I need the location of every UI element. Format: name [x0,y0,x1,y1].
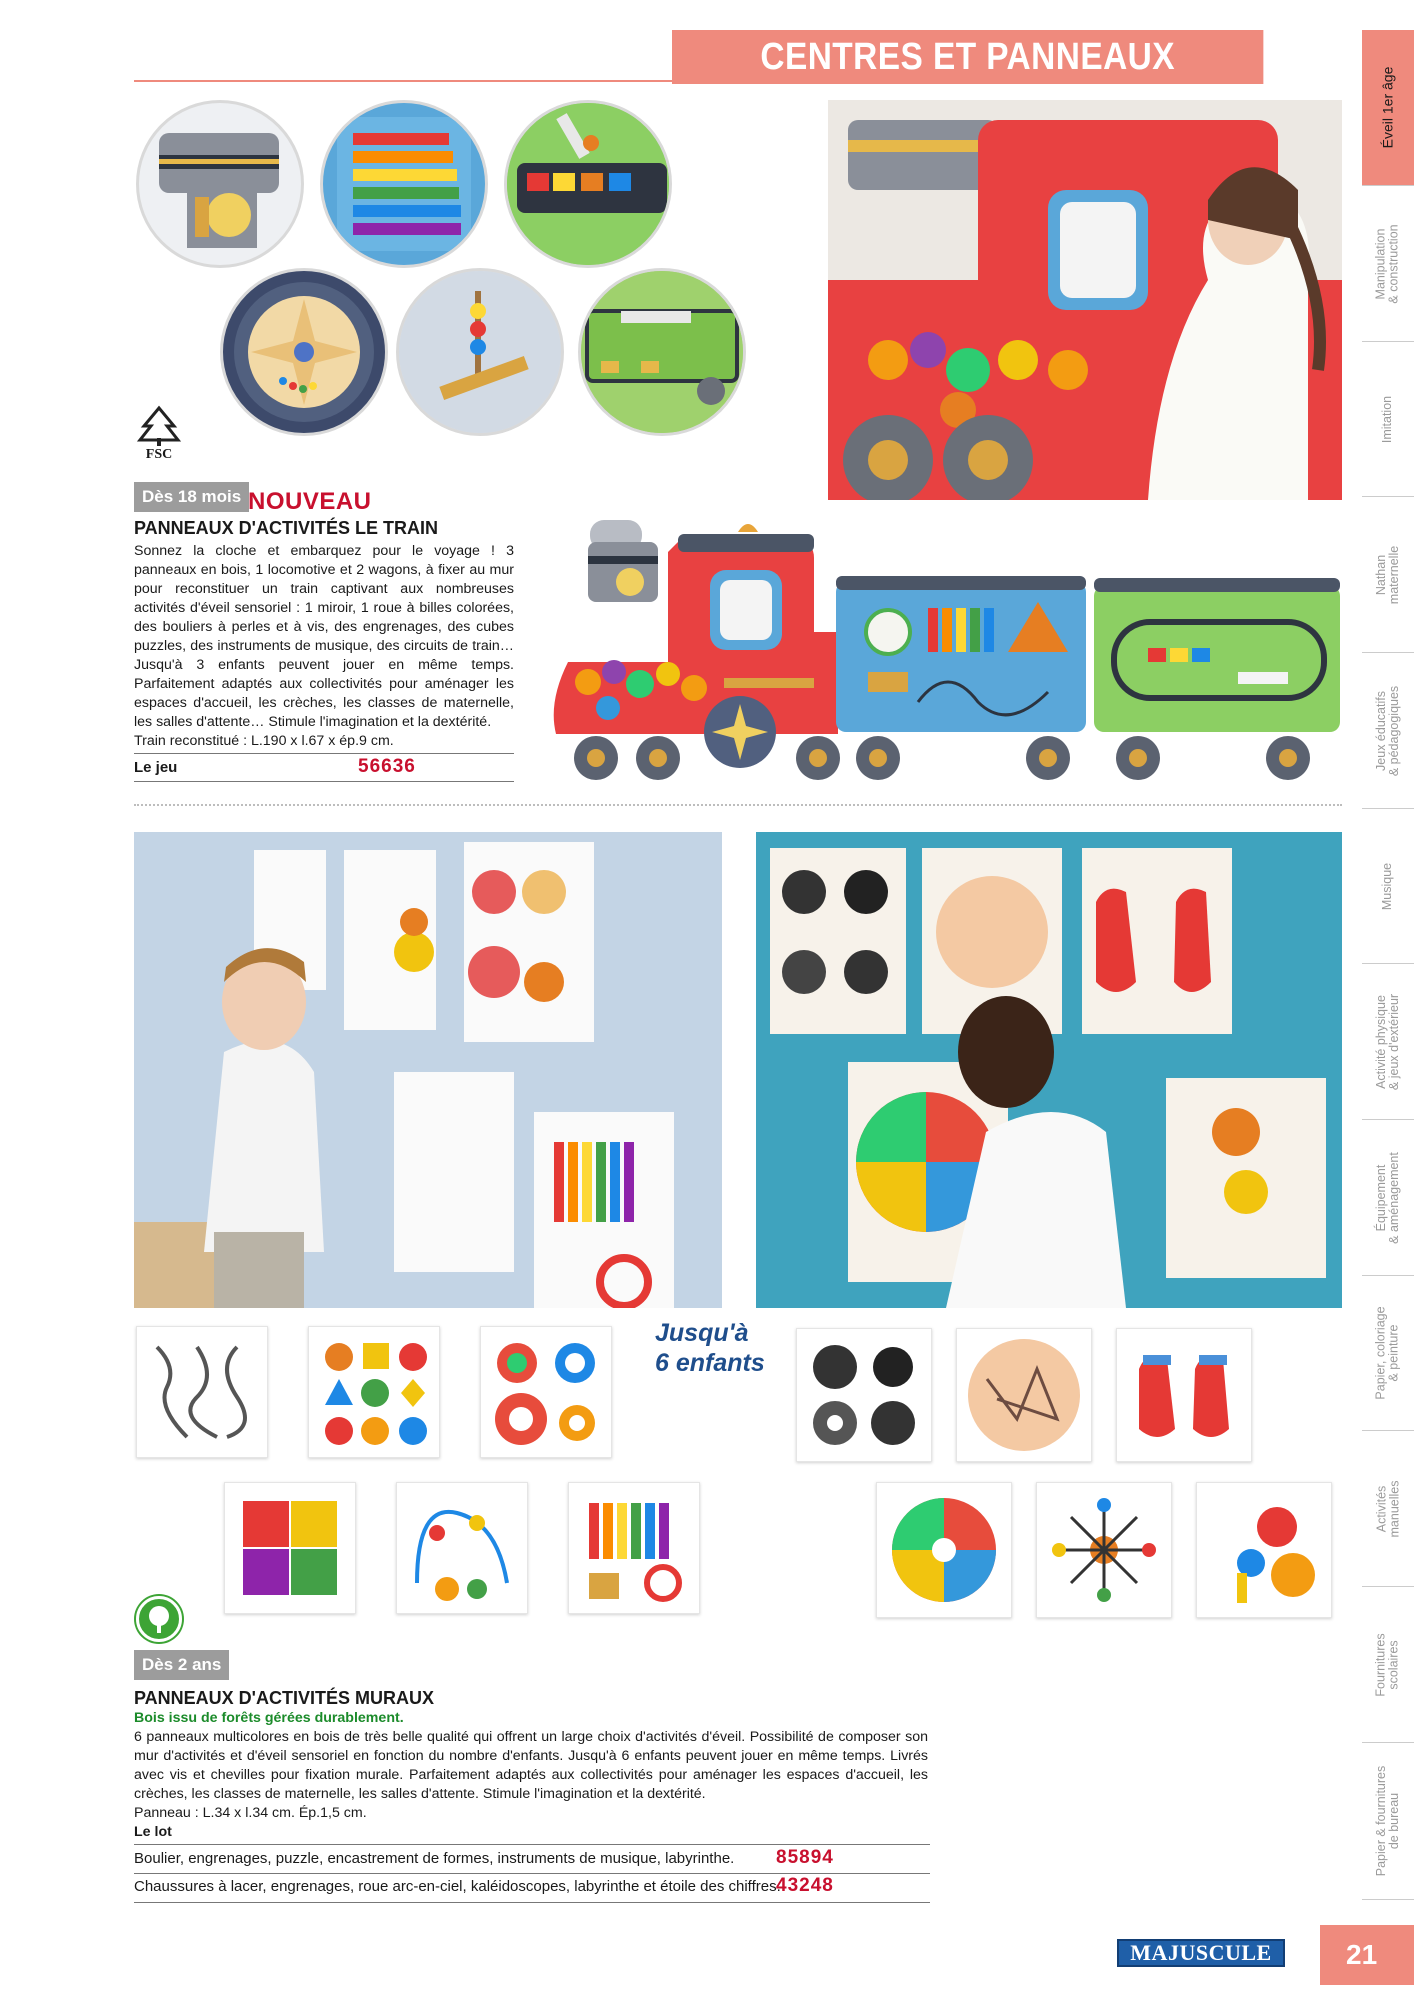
brand-logo: MAJUSCULE [1117,1939,1285,1967]
eco-tree-icon [136,1596,182,1642]
age-badge: Dès 18 mois [134,482,249,512]
product-description: Bois issu de forêts gérées durablement. 6 panneaux multicolores en bois de très belle qualité qui offrent un large choix d'activités d'éveil. Possibilité de composer son mur d'activités et d'éveil sensoriel en fonction du nombre d'enfants. Jusqu'à 6 enfants peuvent jouer en même temps. Livrés avec vis et chevilles pour fixation murale. Parfaitement adaptés aux collectivités pour aménager les espaces d'accueil, les crèches, les classes de maternelle, les salles d'attente. Stimule l'imagination et la dextérité. Panneau : L.34 x l.34 cm. Ép.1,5 cm. Le lot [134,1710,928,1840]
panel-tile-shoes [1116,1328,1252,1462]
sidebar-item-papier-coloriage[interactable]: Papier, coloriage & peinture [1362,1276,1414,1431]
row-label: Le jeu [134,759,178,776]
photo-train-child [828,100,1342,500]
sidebar-item-activites-manuelles[interactable]: Activités manuelles [1362,1431,1414,1587]
row-divider [134,1873,930,1874]
train-illustration [548,512,1348,784]
detail-circle-chimney [136,100,304,268]
panel-tile-spirals [480,1326,612,1458]
sidebar-item-manipulation[interactable]: Manipulation & construction [1362,186,1414,342]
panel-tile-star-numbers [956,1328,1092,1462]
category-sidebar [1362,30,1414,1900]
detail-circle-wagon [578,268,746,436]
lot-row-ref[interactable]: 43248 [776,1875,834,1896]
panel-tile-shapes [308,1326,440,1458]
callout-jusqua-6-enfants: Jusqu'à 6 enfants [655,1319,765,1377]
product-title: PANNEAUX D'ACTIVITÉS MURAUX [134,1688,434,1708]
panel-tile-abacus [396,1482,528,1614]
detail-circle-train-track [504,100,672,268]
lot-row-label: Chaussures à lacer, engrenages, roue arc-en-ciel, kaléidoscopes, labyrinthe et étoile des chiffres. [134,1878,781,1895]
row-divider [134,1902,930,1903]
product-ref[interactable]: 56636 [358,756,416,777]
fsc-logo: FSC [134,404,184,464]
detail-circle-xylophone [320,100,488,268]
sidebar-item-activite-physique[interactable]: Activité physique & jeux d'extérieur [1362,964,1414,1120]
sidebar-item-jeux-educatifs[interactable]: Jeux éducatifs & pédagogiques [1362,653,1414,809]
detail-circle-bead-wheel [220,268,388,436]
photo-wall-panels-child [756,832,1342,1308]
page-title: CENTRES ET PANNEAUX [672,30,1263,84]
lot-row-ref[interactable]: 85894 [776,1847,834,1868]
product-description: Sonnez la cloche et embarquez pour le voyage ! 3 panneaux en bois, 1 locomotive et 2 wagons, à fixer au mur pour reconstituer un train captivant aux nombreuses activités d'éveil sensoriel : 1 miroir, 1 roue à billes colorées, des bouliers à perles et à vis, des engrenages, des cubes puzzles, des instruments de musique, des circuits de train… Jusqu'à 3 enfants peuvent jouer en même temps. Parfaitement adaptés aux collectivités pour aménager les espaces d'accueil, les crèches, les classes de maternelle, les salles d'attente… Stimule l'imagination et la dextérité. Train reconstitué : L.190 x l.67 x ép.9 cm. [134,543,514,749]
row-divider [134,1844,930,1845]
panel-tile-kaleidoscopes [796,1328,932,1462]
photo-wall-panels-boy [134,832,722,1308]
page-number: 21 [1320,1925,1414,1985]
panel-tile-gears [1196,1482,1332,1618]
panel-tile-number-star [1036,1482,1172,1618]
panel-tile-puzzle [224,1482,356,1614]
product-title: PANNEAUX D'ACTIVITÉS LE TRAIN [134,518,438,538]
section-divider [134,804,1342,806]
sidebar-item-equipement[interactable]: Équipement & aménagement [1362,1120,1414,1276]
sidebar-item-papier-bureau[interactable]: Papier & fournitures de bureau [1362,1743,1414,1900]
sidebar-item-imitation[interactable]: Imitation [1362,342,1414,497]
sidebar-item-fournitures[interactable]: Fournitures scolaires [1362,1587,1414,1743]
detail-circle-abacus [396,268,564,436]
panel-tile-xylophone [568,1482,700,1614]
lot-row-label: Boulier, engrenages, puzzle, encastrement de formes, instruments de musique, labyrinthe. [134,1850,735,1867]
panel-tile-rainbow-wheel [876,1482,1012,1618]
sidebar-item-musique[interactable]: Musique [1362,809,1414,964]
panel-tile-labyrinth-numbers [136,1326,268,1458]
age-badge: Dès 2 ans [134,1650,229,1680]
row-divider [134,753,514,754]
new-label: NOUVEAU [248,488,372,515]
sidebar-item-nathan[interactable]: Nathan maternelle [1362,497,1414,653]
row-divider [134,781,514,782]
sidebar-item-eveil[interactable]: Éveil 1er âge [1362,30,1414,186]
header-rule [134,80,674,82]
